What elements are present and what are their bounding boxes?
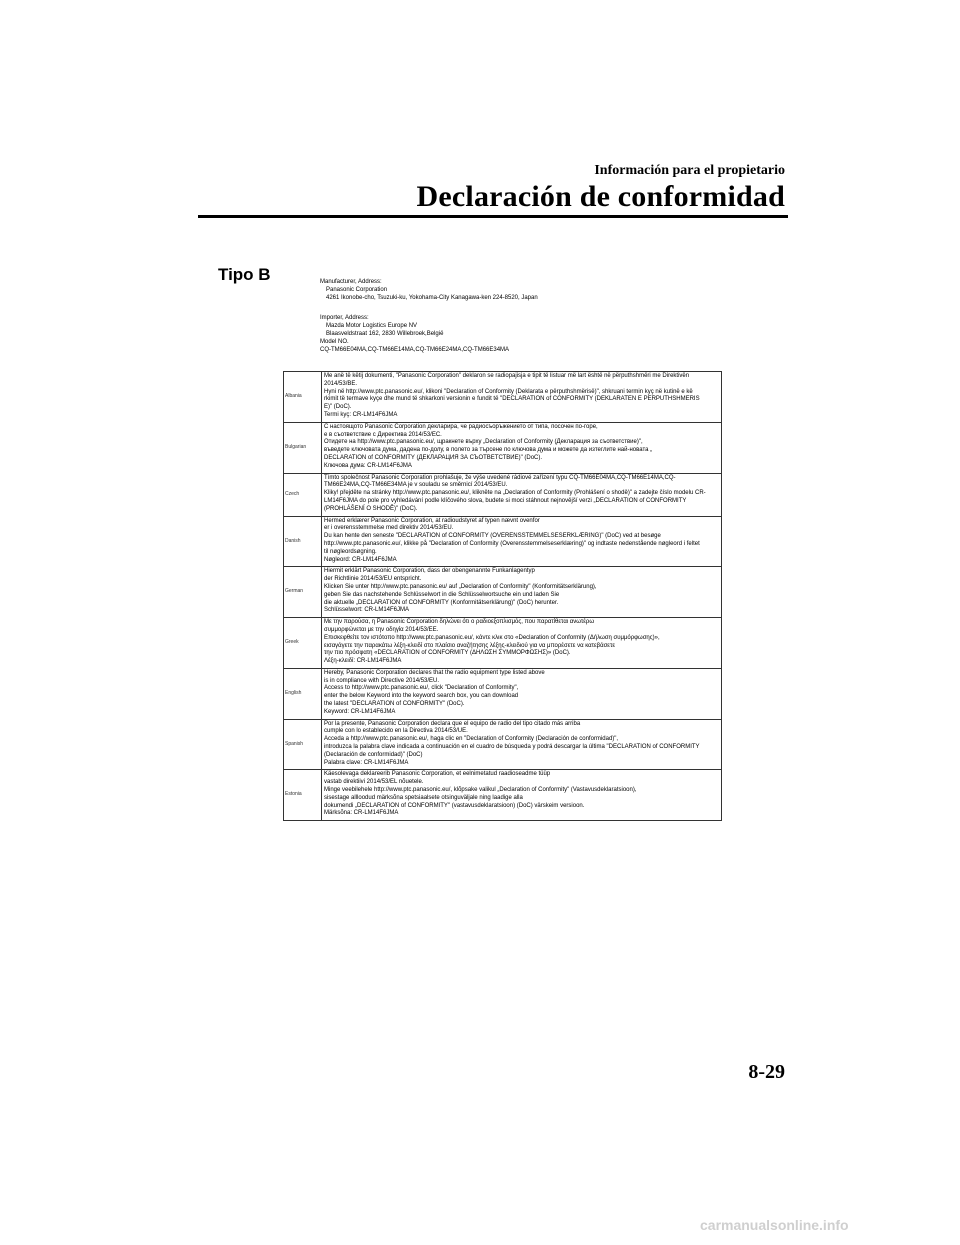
declaration-line: Minge veebilehele http://www.ptc.panasonic.eu/, klõpsake valikul „Declaration of Conformity" (Vastavusdeklaratsioon), <box>324 787 637 794</box>
declaration-line: LM14F6JMA do pole pro vyhledávání podle klíčového slova, budete si moci stáhnout nejnovější verzi „DECLARATION of CONFORMITY <box>324 497 687 504</box>
model-list: CQ-TM66E04MA,CQ-TM66E14MA,CQ-TM66E24MA,CQ-TM66E34MA <box>320 347 510 353</box>
declaration-line: is in compliance with Directive 2014/53/EU. <box>324 677 440 684</box>
declaration-language: Czech <box>284 473 322 516</box>
manufacturer-label: Manufacturer, Address: <box>320 279 382 285</box>
declaration-line: er i overensstemmelse med direktiv 2014/53/EU. <box>324 525 454 532</box>
declaration-language: Estonia <box>284 770 322 821</box>
page-number: 8-29 <box>748 1061 785 1083</box>
declaration-line: Hiermit erklärt Panasonic Corporation, dass der obengenannte Funkanlagentyp <box>324 568 535 575</box>
declaration-text <box>322 516 722 567</box>
declaration-line: Käesolevaga deklareerib Panasonic Corporation, et eelnimetatud raadioseadme tüüp <box>324 771 551 778</box>
declaration-language: Danish <box>284 516 322 567</box>
section-subtitle: Información para el propietario <box>594 163 785 178</box>
declaration-language: German <box>284 567 322 618</box>
declaration-line: εισαγάγετε την παρακάτω λέξη-κλειδί στο πλαίσιο αναζήτησης λέξης-κλειδιού για να μπορέσετε να κατεβάσετε <box>324 642 615 649</box>
declaration-line: (PROHLÁŠENÍ O SHODĚ)" (DoC). <box>324 505 418 512</box>
declaration-line: Hyni në http://www.ptc.panasonic.eu/, klikoni "Declaration of Conformity (Deklarata e përputhshmërisë)", shkruani termin kyç në kutinë e kë <box>324 388 693 395</box>
declaration-line: Με την παρούσα, η Panasonic Corporation δηλώνει ότι ο ραδιοεξοπλισμός, που παρατίθεται ανωτέρω <box>324 619 595 626</box>
declaration-row <box>284 516 722 567</box>
declaration-line: DECLARATION of CONFORMITY (ДЕКЛАРАЦИЯ ЗА СЪОТВЕТСТВИЕ)" (DoC). <box>324 454 543 461</box>
declaration-row <box>284 770 722 821</box>
declaration-line: der Richtlinie 2014/53/EU entspricht. <box>324 576 422 583</box>
declaration-row <box>284 719 722 770</box>
declaration-text <box>322 567 722 618</box>
declaration-line: Palabra clave: CR-LM14F6JMA <box>324 759 409 766</box>
declaration-text <box>322 668 722 719</box>
importer-name: Mazda Motor Logistics Europe NV <box>326 323 418 329</box>
declaration-language: Albania <box>284 372 322 423</box>
declaration-language: Greek <box>284 618 322 669</box>
declaration-line: Nøgleord: CR-LM14F6JMA <box>324 556 397 563</box>
declaration-line: е в съответствие с Директива 2014/53/ЕС. <box>324 431 442 438</box>
declaration-line: rkimit të termave kyçe dhe mund të shkarkoni versionin e fundit të "DECLARATION of CONFORMITY (DEKLARATEN E PERPUTHSHMERIS <box>324 396 700 403</box>
declaration-line: TM66E24MA,CQ-TM66E34MA je v souladu se směrnicí 2014/53/EU. <box>324 482 508 489</box>
declaration-line: Ключова дума: CR-LM14F6JMA <box>324 462 412 469</box>
declaration-row <box>284 372 722 423</box>
declaration-line: vastab direktiivi 2014/53/EL nõuetele. <box>324 779 424 786</box>
declaration-line: enter the below Keyword into the keyword search box, you can download <box>324 693 519 700</box>
declaration-line: cumple con lo establecido en la Directiva 2014/53/UE. <box>324 728 468 735</box>
declaration-row <box>284 422 722 473</box>
declaration-line: Keyword: CR-LM14F6JMA <box>324 708 396 715</box>
declaration-line: Λέξη-κλειδί: CR-LM14F6JMA <box>324 658 402 665</box>
declaration-language: Bulgarian <box>284 422 322 473</box>
declaration-line: Märksõna: CR-LM14F6JMA <box>324 810 399 817</box>
declaration-text <box>322 770 722 821</box>
declaration-line: Tímto společnost Panasonic Corporation prohlašuje, že výše uvedené rádiové zařízení typu CQ-TM66E04MA,CQ-TM66E14MA,CQ- <box>324 474 676 481</box>
declaration-text <box>322 719 722 770</box>
declaration-line: την πιο πρόσφατη «DECLARATION of CONFORMITY (ΔΗΛΩΣΗ ΣΥΜΜΟΡΦΩΣΗΣ)» (DoC). <box>324 650 571 657</box>
declaration-line: til nøgleordsøgning. <box>324 548 377 555</box>
declaration-line: συμμορφώνεται με την οδηγία 2014/53/ΕΕ. <box>324 626 439 633</box>
declaration-row <box>284 567 722 618</box>
declaration-line: Schlüsselwort: CR-LM14F6JMA <box>324 607 410 614</box>
watermark: carmanualsonline.info <box>700 1217 849 1233</box>
declaration-line: Access to http://www.ptc.panasonic.eu/, click "Declaration of Conformity", <box>324 685 519 692</box>
declaration-line: Hermed erklærer Panasonic Corporation, at radioudstyret af typen nævnt ovenfor <box>324 517 540 524</box>
declaration-line: Por la presente, Panasonic Corporation declara que el equipo de radio del tipo citado más arriba <box>324 720 581 727</box>
declaration-row <box>284 473 722 516</box>
declaration-table <box>283 371 722 821</box>
declaration-line: Me anë të këtij dokumenti, "Panasonic Corporation" deklaron se radiopajisja e tipit të listuar më lart është në përputhshmëri me Direktivën <box>324 373 690 379</box>
declaration-line: http://www.ptc.panasonic.eu/, klikke på "Declaration of Conformity (Overensstemmelseserklæring)" og indtaste nedenstående nøgleord i feltet <box>324 540 700 547</box>
declaration-line: the latest "DECLARATION of CONFORMITY" (DoC). <box>324 701 465 708</box>
manufacturer-name: Panasonic Corporation <box>326 287 388 293</box>
declaration-line: Επισκεφθείτε τον ιστότοπο http://www.ptc.panasonic.eu/, κάντε κλικ στο «Declaration of Conformity (Δήλωση συμμόρφωσης)», <box>324 634 660 641</box>
declaration-text <box>322 473 722 516</box>
declaration-line: E)" (DoC). <box>324 404 352 411</box>
declaration-line: dokumendi „DECLARATION of CONFORMITY" (vastavusdeklaratsioon) (DoC) värskeim versioon. <box>324 802 585 809</box>
declaration-line: Acceda a http://www.ptc.panasonic.eu/, haga clic en "Declaration of Conformity (Declaración de conformidad)", <box>324 736 619 743</box>
manufacturer-address: 4261 Ikonobe-cho, Tsuzuki-ku, Yokohama-City Kanagawa-ken 224-8520, Japan <box>326 295 538 301</box>
declaration-text <box>322 422 722 473</box>
declaration-line: въведете ключовата дума, дадена по-долу, в полето за търсене по ключова дума и можете да изтеглите най-новата „ <box>324 447 653 454</box>
declaration-line: Du kan hente den seneste "DECLARATION of CONFORMITY (OVERENSSTEMMELSESERKLÆRING)" (DoC) ved at besøge <box>324 533 661 540</box>
declaration-line: Termi kyç: CR-LM14F6JMA <box>324 411 398 418</box>
declaration-line: С настоящото Panasonic Corporation декларира, че радиосъоръжението от типа, посочен по-горе, <box>324 423 598 430</box>
header-divider <box>198 215 788 218</box>
declaration-line: die aktuelle „DECLARATION of CONFORMITY (Konformitätserklärung)" (DoC) herunter. <box>324 599 559 606</box>
declaration-line: Kliky! přejděte na stránky http://www.ptc.panasonic.eu/, klikněte na „Declaration of Conformity (Prohlášení o shodě)" a zadejte číslo modelu CR- <box>324 490 706 497</box>
model-label: Model NO. <box>320 339 349 345</box>
declaration-language: Spanish <box>284 719 322 770</box>
importer-label: Importer, Address: <box>320 315 369 321</box>
page-title: Declaración de conformidad <box>416 180 785 213</box>
declaration-line: 2014/53/BE. <box>324 380 358 387</box>
type-label: Tipo B <box>218 265 271 284</box>
manufacturer-block <box>320 278 720 354</box>
declaration-text <box>322 618 722 669</box>
declaration-row <box>284 618 722 669</box>
declaration-row <box>284 668 722 719</box>
declaration-line: Klicken Sie unter http://www.ptc.panasonic.eu/ auf „Declaration of Conformity" (Konformitätserklärung), <box>324 583 597 590</box>
declaration-language: English <box>284 668 322 719</box>
declaration-text <box>322 372 722 423</box>
declaration-line: sisestage allloodud märksõna spetsiaalsete otsinguväljale ning laadige alla <box>324 794 523 801</box>
declaration-line: Отидете на http://www.ptc.panasonic.eu/, щракнете върху „Declaration of Conformity (Декларация за съответствие)", <box>324 439 643 446</box>
declaration-line: Hereby, Panasonic Corporation declares that the radio equipment type listed above <box>324 669 545 676</box>
declaration-line: introduzca la palabra clave indicada a continuación en el cuadro de búsqueda y podrá descargar la última "DECLARATION of CONFORMITY <box>324 744 700 751</box>
declaration-line: (Declaración de conformidad)" (DoC) <box>324 751 423 758</box>
importer-address: Blaasveldstraat 162, 2830 Willebroek,België <box>326 331 444 337</box>
declaration-line: geben Sie das nachstehende Schlüsselwort in die Schlüsselwortsuche ein und laden Sie <box>324 591 560 598</box>
